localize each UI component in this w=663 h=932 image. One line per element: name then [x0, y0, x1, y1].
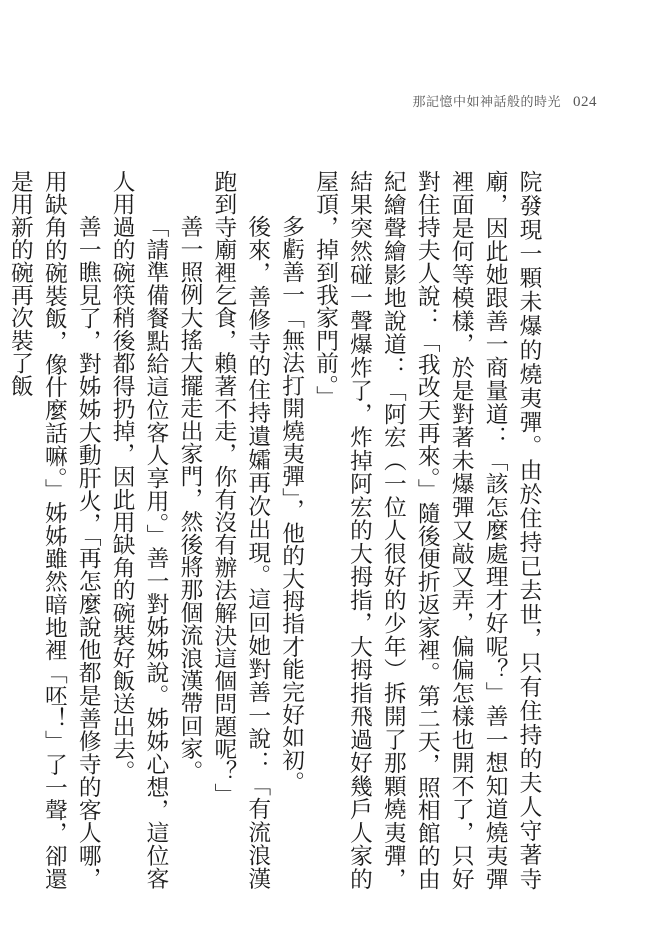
paragraph-3: 後來，善修寺的住持遺孀再次出現。這回她對善一說：「有流浪漢跑到寺廟裡乞食，賴著不走，你有沒有辦法解決這個問題呢？」 [210, 170, 271, 890]
page-number: 024 [573, 94, 597, 110]
running-header [412, 91, 597, 111]
running-title: 那記憶中如神話般的時光 [412, 95, 561, 110]
paragraph-4: 善一照例大搖大擺走出家門，然後將那個流浪漢帶回家。 [176, 215, 203, 783]
paragraph-1: 院發現一顆未爆的燒夷彈。由於住持已去世，只有住持的夫人守著寺廟，因此她跟善一商量道：「該怎麼處理才好呢？」善一想知道燒夷彈裡面是何等模樣，於是對著未爆彈又敲又弄，偏偏怎樣也開不了，只好對住持夫人說：「我改天再來。」隨後便折返家裡。第二天，照相館的由紀繪聲繪影地說道：「阿宏（一位人很好的少年）拆開了那顆燒夷彈，結果突然碰一聲爆炸了，炸掉阿宏的大拇指，大拇指飛過好幾戶人家的屋頂，掉到我家門前。」 [312, 170, 542, 890]
paragraph-5: 「請準備餐點給這位客人享用。」善一對姊姊說。姊姊心想，這位客人用過的碗筷稍後都得扔掉，因此用缺角的碗裝好飯送出去。 [109, 170, 170, 890]
paragraph-2: 多虧善一「無法打開燒夷彈」，他的大拇指才能完好如初。 [278, 215, 305, 795]
vertical-text-body [3, 170, 546, 890]
paragraph-6: 善一瞧見了，對姊姊大動肝火，「再怎麼說他都是善修寺的客人哪，用缺角的碗裝飯，像什麼話嘛。」姊姊雖然暗地裡「呸！」了一聲，卻還是用新的碗再次裝了飯 [7, 170, 102, 890]
